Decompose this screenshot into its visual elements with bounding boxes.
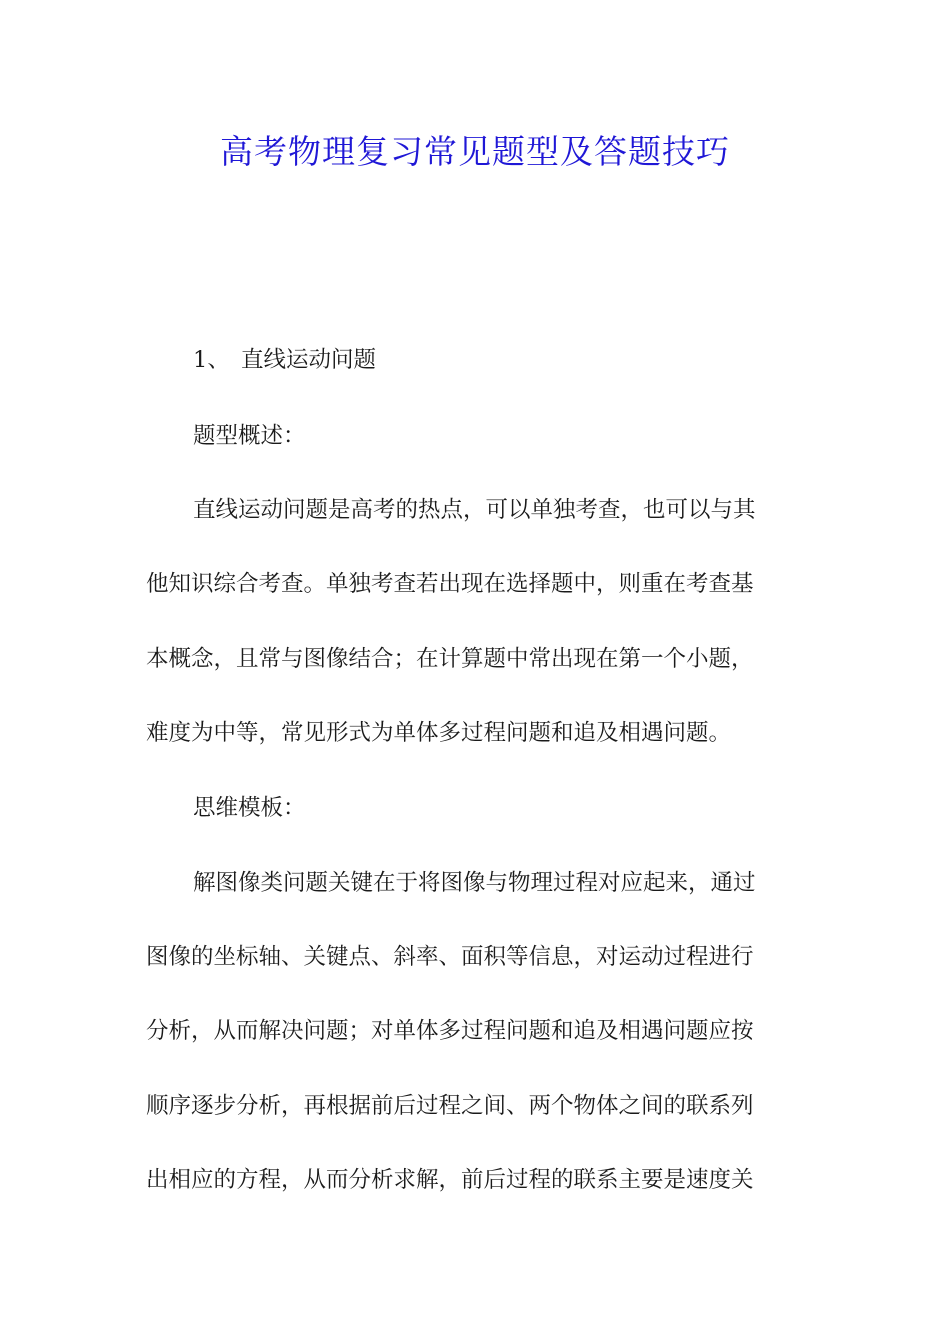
overview-line-4: 难度为中等，常见形式为单体多过程问题和追及相遇问题。: [146, 720, 732, 746]
template-line-3: 分析，从而解决问题；对单体多过程问题和追及相遇问题应按: [146, 1018, 754, 1044]
overview-line-3: 本概念，且常与图像结合；在计算题中常出现在第一个小题，: [146, 646, 754, 672]
template-line-1: 解图像类问题关键在于将图像与物理过程对应起来，通过: [193, 870, 756, 896]
document-title: 高考物理复习常见题型及答题技巧: [220, 132, 730, 171]
overview-label: 题型概述：: [193, 423, 306, 449]
template-label: 思维模板：: [193, 795, 306, 821]
template-line-5: 出相应的方程，从而分析求解，前后过程的联系主要是速度关: [146, 1167, 754, 1193]
overview-line-1: 直线运动问题是高考的热点，可以单独考查，也可以与其: [193, 497, 756, 523]
overview-line-2: 他知识综合考查。单独考查若出现在选择题中，则重在考查基: [146, 571, 754, 597]
template-line-2: 图像的坐标轴、关键点、斜率、面积等信息，对运动过程进行: [146, 944, 754, 970]
template-line-4: 顺序逐步分析，再根据前后过程之间、两个物体之间的联系列: [146, 1093, 754, 1119]
section-heading: [193, 344, 853, 376]
section-title: 直线运动问题: [241, 347, 377, 373]
section-number: 1、: [193, 347, 230, 373]
